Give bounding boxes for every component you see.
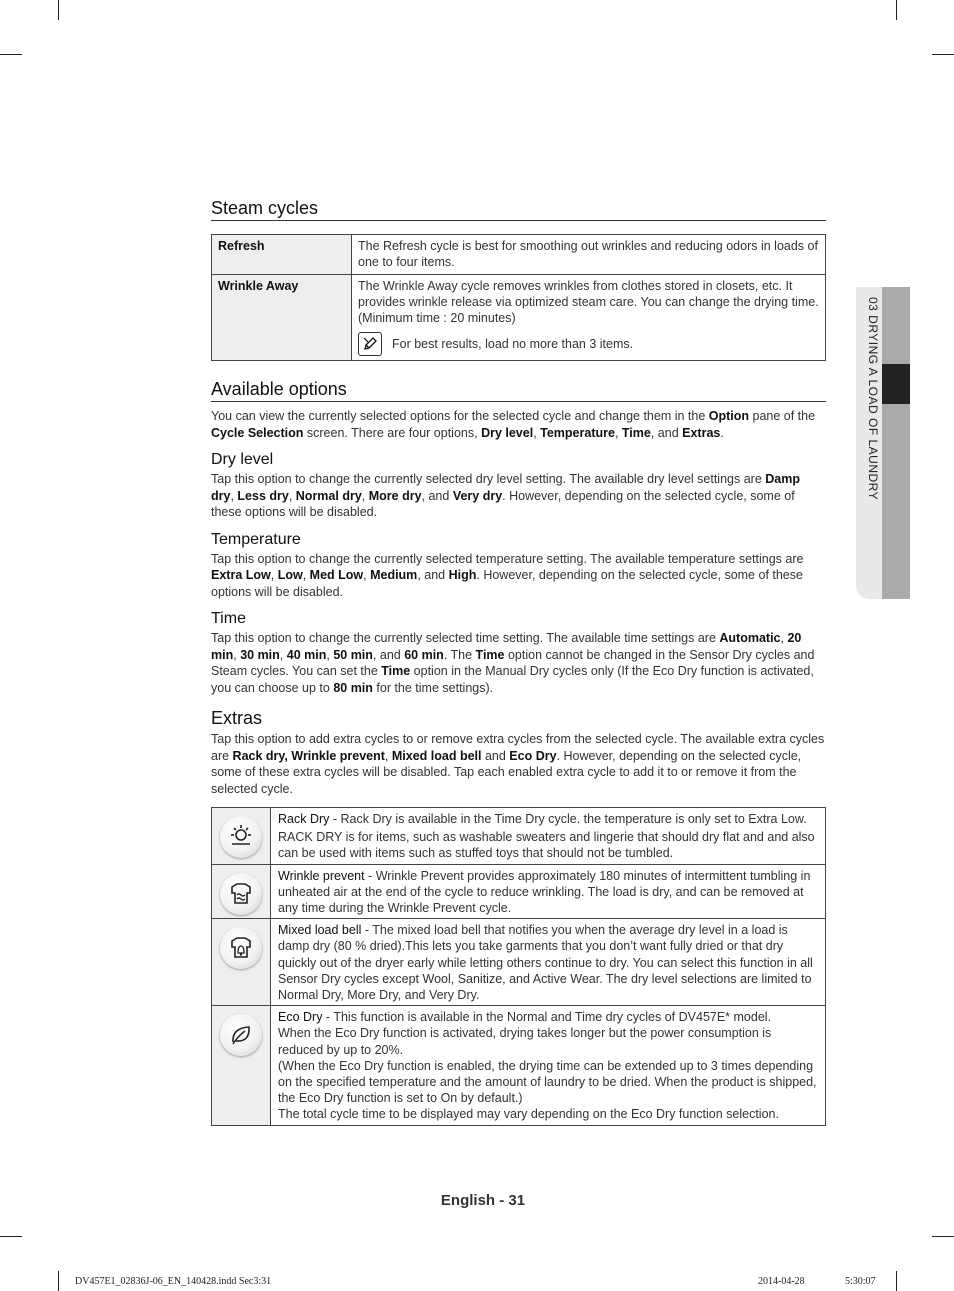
text: . The — [443, 647, 476, 662]
extras-table — [211, 807, 826, 1126]
bold-term: Less dry — [237, 488, 289, 503]
text: - Wrinkle Prevent provides approximately 180 minutes of intermittent tumbling in unheated air at the end of the cycle to reduce wrinkling. The load is dry, and can be removed at any time during the Wrinkle Prevent cycle. — [278, 868, 811, 916]
side-tab-marker — [882, 364, 910, 404]
text: and — [481, 748, 510, 763]
text: , and — [421, 488, 453, 503]
text: option in the Manual Dry cycles only (If the Eco Dry function is activated, you can choose up to — [211, 664, 814, 695]
bold-term: 60 min — [404, 647, 444, 662]
table-row — [212, 1006, 826, 1125]
bold-term: Med Low — [309, 568, 364, 582]
extra-description — [271, 919, 826, 1006]
text: , and — [372, 647, 405, 662]
bold-term: Normal dry — [295, 488, 362, 503]
print-slug-time: 5:30:07 — [845, 1276, 876, 1287]
text: - This function is available in the Normal and Time dry cycles of DV457E* model. — [322, 1010, 772, 1025]
bold-term: 20 min — [211, 631, 802, 662]
subheading-temperature: Temperature — [211, 530, 301, 548]
icon-cell — [212, 808, 271, 865]
cycle-description-cell — [352, 275, 826, 361]
print-slug-file: DV457E1_02836J-06_EN_140428.indd Sec3:31 — [75, 1276, 272, 1287]
mixed-load-bell-icon — [220, 927, 262, 969]
bold-term: Low — [277, 568, 303, 582]
text: When the Eco Dry function is activated, drying takes longer but the power consumption is reduced by up to 20%. — [278, 1026, 772, 1057]
icon-cell — [212, 919, 271, 1006]
bold-term: Rack dry, Wrinkle prevent — [232, 748, 385, 763]
crop-mark — [0, 1236, 22, 1237]
text: , — [279, 647, 287, 662]
crop-mark — [58, 0, 59, 20]
bold-term: Mixed load bell — [391, 748, 482, 763]
text: , — [361, 488, 369, 503]
text: , — [533, 425, 541, 440]
table-row — [212, 235, 826, 275]
extra-description — [271, 1006, 826, 1125]
cycle-name: Refresh — [212, 235, 352, 275]
extra-description — [271, 864, 826, 919]
text: , — [233, 647, 241, 662]
bold-term: 80 min — [333, 680, 373, 695]
text: - Rack Dry is available in the Time Dry cycle. the temperature is only set to Extra Low. — [329, 812, 807, 826]
crop-mark — [896, 0, 897, 20]
text: , — [270, 568, 278, 582]
bold-term: Extra Low — [211, 568, 271, 582]
text: , — [302, 568, 310, 582]
side-tab-band — [882, 287, 910, 599]
note-pencil-icon — [358, 332, 382, 356]
bold-term: Damp dry — [211, 472, 800, 503]
bold-term: Automatic — [719, 631, 781, 645]
bold-term: More dry — [368, 488, 422, 503]
bold-term: Dry level — [481, 425, 534, 440]
crop-mark — [932, 1236, 954, 1237]
bold-term: Cycle Selection — [211, 425, 304, 440]
subheading-dry-level: Dry level — [211, 451, 274, 468]
table-row — [212, 919, 826, 1006]
icon-cell — [212, 1006, 271, 1125]
bold-term: 30 min — [240, 647, 280, 662]
eco-dry-leaf-icon — [220, 1014, 262, 1056]
text: , and — [417, 568, 449, 582]
text: pane of the — [749, 409, 816, 423]
chapter-side-tab — [856, 287, 910, 599]
time-text — [211, 630, 826, 696]
text: - The mixed load bell that notifies you when the average dry level in a load is damp dry (80 % dried).This lets you take garments that you don’t want fully dried or that dry quickly out of the dryer early while letting others continue to dry. You can select this function in all Sensor Dry cycles except Wool, Sanitize, and Active Wear. The dry level selections are limited to Normal Dry, More Dry, and Very Dry. — [278, 923, 813, 1003]
table-row — [212, 275, 826, 361]
text: Tap this option to change the currently selected temperature setting. The available temperature settings are — [211, 551, 804, 566]
page-content — [211, 198, 826, 1126]
text: , — [363, 568, 371, 582]
cycle-description: The Wrinkle Away cycle removes wrinkles from clothes stored in closets, etc. It provides wrinkle release via optimized steam care. You can change the drying time. (Minimum time : 20 minutes) — [358, 279, 819, 325]
note — [358, 332, 819, 356]
bold-term: Time — [621, 425, 651, 440]
table-row — [212, 808, 826, 865]
crop-mark — [0, 54, 22, 55]
text: , — [614, 425, 622, 440]
bold-term: 40 min — [286, 647, 327, 662]
text: , and — [650, 425, 683, 440]
text: (When the Eco Dry function is enabled, the drying time can be extended up to 3 times depending on the specified temperature and the amount of laundry to be dried. When the product is shipped, the Eco Dry function is set to On by default.) — [278, 1058, 817, 1106]
bold-term: Temperature — [540, 425, 615, 440]
text: Tap this option to change the currently selected time setting. The available time settings are — [211, 631, 720, 645]
extras-text — [211, 731, 826, 797]
text: Tap this option to change the currently selected dry level setting. The available dry level settings are — [211, 472, 766, 486]
print-slug-date: 2014-04-28 — [758, 1276, 805, 1287]
extra-name: Wrinkle prevent — [278, 868, 365, 883]
extra-name: Mixed load bell — [278, 923, 362, 938]
crop-mark — [896, 1271, 897, 1291]
extra-name: Eco Dry — [278, 1010, 323, 1025]
cycle-name: Wrinkle Away — [212, 275, 352, 361]
bold-term: Medium — [370, 568, 418, 582]
text: , — [780, 631, 788, 645]
text: You can view the currently selected options for the selected cycle and change them in the — [211, 409, 709, 423]
bold-term: Time — [475, 647, 505, 662]
section-heading-steam-cycles: Steam cycles — [211, 198, 826, 221]
bold-term: Eco Dry — [509, 748, 557, 763]
dry-level-text — [211, 471, 826, 521]
icon-cell — [212, 864, 271, 919]
text: screen. There are four options, — [303, 425, 482, 440]
extra-name: Rack Dry — [278, 812, 330, 826]
cycle-description: The Refresh cycle is best for smoothing out wrinkles and reducing odors in loads of one to four items. — [352, 235, 826, 275]
note-text: For best results, load no more than 3 items. — [392, 337, 634, 351]
text: The total cycle time to be displayed may vary depending on the Eco Dry function selection. — [278, 1107, 779, 1122]
text: option cannot be changed in the Sensor Dry cycles and Steam cycles. You can set the — [211, 647, 815, 678]
crop-mark — [932, 54, 954, 55]
bold-term: Option — [708, 409, 750, 423]
text: . However, depending on the selected cycle, some of these options will be disabled. — [211, 488, 795, 519]
bold-term: Very dry — [452, 488, 503, 503]
subheading-extras: Extras — [211, 708, 263, 728]
section-heading-available-options: Available options — [211, 379, 826, 402]
bold-term: Extras — [682, 425, 721, 440]
rack-dry-icon — [220, 816, 262, 858]
temperature-text — [211, 551, 826, 601]
table-row — [212, 864, 826, 919]
steam-cycles-table — [211, 234, 826, 361]
options-intro — [211, 408, 826, 441]
text: . However, depending on the selected cycle, some of these options will be disabled. — [211, 568, 803, 599]
text: RACK DRY is for items, such as washable sweaters and lingerie that should dry flat and and also can be used with items such as stuffed toys that should not be tumbled. — [278, 830, 815, 861]
text: , — [326, 647, 334, 662]
page-number: English - 31 — [440, 1192, 526, 1209]
text: , — [288, 488, 296, 503]
bold-term: High — [448, 568, 477, 582]
text: Tap this option to add extra cycles to or remove extra cycles from the selected cycle. The available extra cycles are — [211, 732, 825, 763]
wrinkle-prevent-icon — [220, 873, 262, 915]
chapter-label: 03 DRYING A LOAD OF LAUNDRY — [866, 297, 880, 501]
text: . However, depending on the selected cycle, some of these extra cycles will be disabled. Tap each enabled extra cycle to add it to or remove it from the selected cycle. — [211, 748, 802, 796]
text: . — [720, 425, 724, 440]
crop-mark — [58, 1271, 59, 1291]
bold-term: 50 min — [333, 647, 373, 662]
text: , — [384, 748, 392, 763]
text: for the time settings). — [372, 680, 494, 695]
text: , — [230, 488, 238, 503]
bold-term: Time — [381, 664, 411, 678]
subheading-time: Time — [211, 610, 246, 627]
extra-description — [271, 808, 826, 865]
